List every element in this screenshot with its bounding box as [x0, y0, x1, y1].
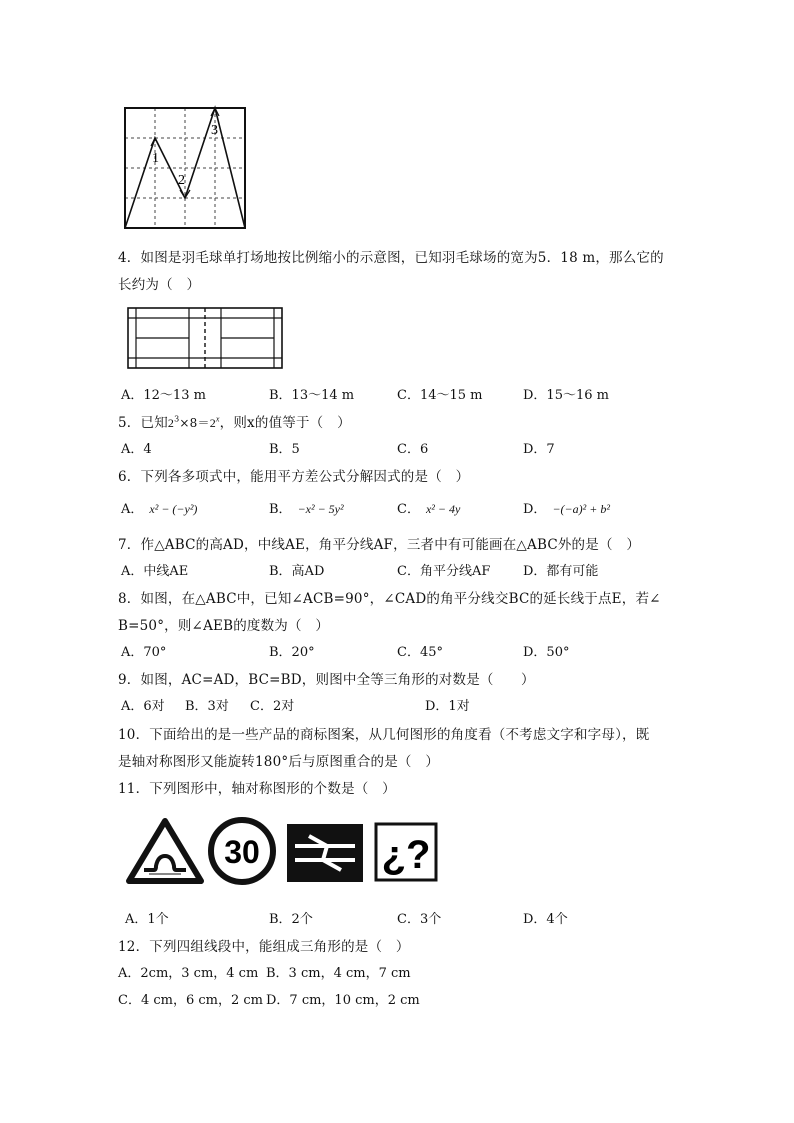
q12-option-d: D．7 cm，10 cm，2 cm — [266, 993, 420, 1008]
zigzag-grid-figure — [120, 104, 250, 232]
speed-limit-number: 30 — [224, 834, 260, 870]
q6-option-c-letter: C． — [397, 502, 420, 517]
question-6-text: 6．下列各多项式中，能用平方差公式分解因式的是（ ） — [118, 469, 470, 485]
q4-option-d: D．15～16 m — [523, 388, 609, 403]
railway-arrows-sign-figure — [287, 824, 363, 882]
q6-option-b — [269, 498, 344, 517]
q9-option-a: A．6对 — [121, 699, 165, 714]
question-10-text-line1: 10．下面给出的是一些产品的商标图案，从几何图形的角度看（不考虑文字和字母），既 — [118, 727, 650, 743]
q11-option-d: D．4个 — [523, 912, 568, 927]
badminton-court-diagram — [126, 306, 284, 370]
q7-option-d: D．都有可能 — [523, 564, 599, 579]
q8-option-d: D．50° — [523, 645, 570, 660]
q6-option-a-expr: x² − (−y²) — [149, 502, 198, 516]
question-mark-symbol: ¿? — [381, 833, 431, 877]
q6-option-c — [397, 498, 460, 517]
q6-option-b-expr: −x² − 5y² — [297, 502, 344, 516]
q9-option-c: C．2对 — [250, 699, 295, 714]
q12-option-b: B．3 cm，4 cm，7 cm — [266, 966, 411, 981]
bump-warning-sign-figure — [126, 818, 204, 884]
q12-option-a: A．2cm，3 cm，4 cm — [118, 966, 259, 981]
q5-base2: 2 — [209, 416, 216, 430]
q8-option-a: A．70° — [121, 645, 167, 660]
q5-option-d: D．7 — [523, 442, 555, 457]
q6-option-d — [523, 498, 610, 517]
q6-option-c-expr: x² − 4y — [425, 502, 461, 516]
q6-option-a-letter: A． — [121, 502, 144, 517]
q8-option-b: B．20° — [269, 645, 315, 660]
question-4-text-line2: 长约为（ ） — [118, 277, 201, 293]
q6-option-d-expr: −(−a)² + b² — [552, 502, 610, 516]
question-4-text-line1: 4．如图是羽毛球单打场地按比例缩小的示意图，已知羽毛球场的宽为5．18 m，那么它的 — [118, 250, 664, 266]
q7-option-b: B．高AD — [269, 564, 325, 579]
q11-option-b: B．2个 — [269, 912, 313, 927]
q5-option-a: A．4 — [121, 442, 152, 457]
q9-option-d: D．1对 — [425, 699, 470, 714]
q7-option-c: C．角平分线AF — [397, 564, 491, 579]
q4-option-c: C．14～15 m — [397, 388, 483, 403]
angle-label-1: 1 — [152, 151, 159, 166]
q5-suffix: ，则x的值等于（ ） — [219, 415, 351, 431]
q5-exp1: 3 — [174, 414, 180, 424]
q6-option-a — [121, 498, 197, 517]
q5-base1: 2 — [167, 416, 175, 430]
question-7-text: 7．作△ABC的高AD，中线AE，角平分线AF，三者中有可能画在△ABC外的是（ ） — [118, 537, 641, 553]
angle-label-2: 2 — [178, 173, 185, 188]
question-8-text-line2: B=50°，则∠AEB的度数为（ ） — [118, 618, 330, 634]
question-5-text — [118, 411, 351, 431]
question-9-text: 9．如图，AC=AD，BC=BD，则图中全等三角形的对数是（ ） — [118, 672, 535, 688]
q4-option-b: B．13～14 m — [269, 388, 355, 403]
q12-option-c: C．4 cm，6 cm，2 cm — [118, 993, 263, 1008]
question-12-text: 12．下列四组线段中，能组成三角形的是（ ） — [118, 939, 410, 955]
question-10-text-line2: 是轴对称图形又能旋转180°后与原图重合的是（ ） — [118, 754, 440, 770]
q6-option-b-letter: B． — [269, 502, 292, 517]
q5-option-b: B．5 — [269, 442, 300, 457]
question-11-text: 11．下列图形中，轴对称图形的个数是（ ） — [118, 781, 396, 797]
q4-option-a: A．12～13 m — [121, 388, 206, 403]
q8-option-c: C．45° — [397, 645, 443, 660]
q11-option-a: A．1个 — [125, 912, 169, 927]
q5-middle: ×8＝ — [179, 416, 210, 430]
q5-prefix: 5．已知 — [118, 415, 168, 431]
q9-option-b: B．3对 — [185, 699, 229, 714]
q5-exp2: x — [215, 414, 220, 424]
q6-option-d-letter: D． — [523, 502, 547, 517]
question-mark-sign-figure — [374, 822, 438, 882]
q5-option-c: C．6 — [397, 442, 429, 457]
q11-option-c: C．3个 — [397, 912, 442, 927]
q7-option-a: A．中线AE — [121, 564, 189, 579]
question-8-text-line1: 8．如图，在△ABC中，已知∠ACB=90°，∠CAD的角平分线交BC的延长线于点E，若∠ — [118, 591, 661, 607]
speed-limit-30-sign-figure — [207, 816, 277, 886]
angle-label-3: 3 — [211, 123, 218, 138]
